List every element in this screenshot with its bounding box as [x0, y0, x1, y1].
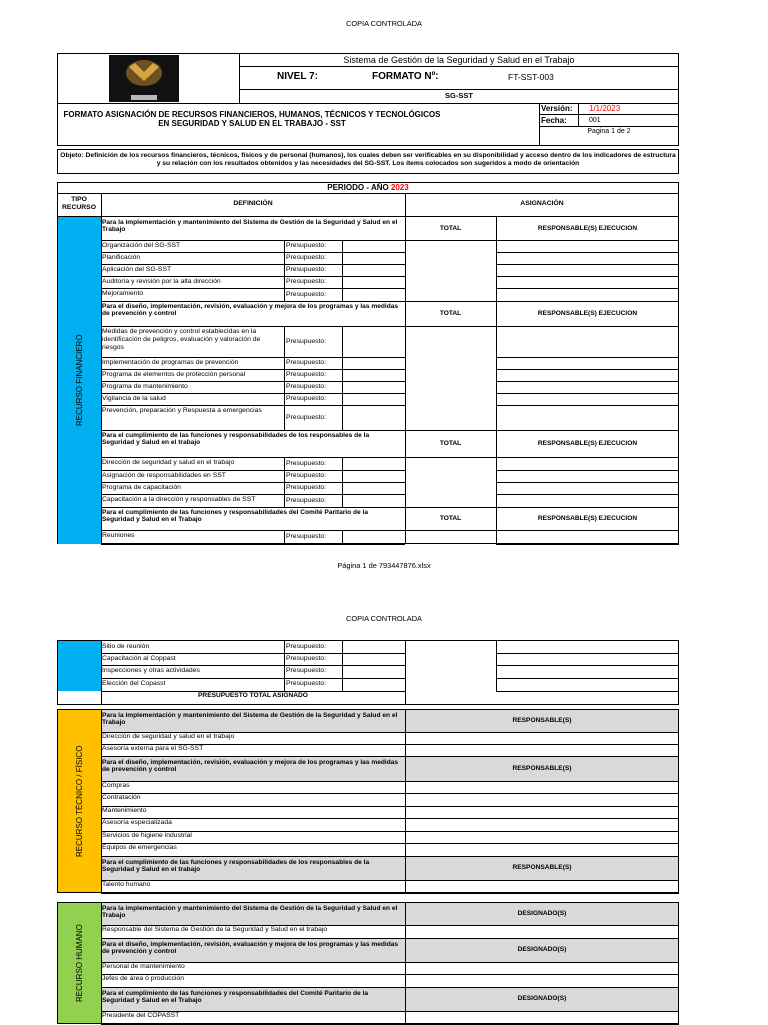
formato-label: FORMATO Nº:	[372, 71, 439, 82]
grid-line	[101, 544, 405, 545]
grid-line	[405, 530, 406, 544]
sgsst-label: SG-SST	[445, 91, 473, 100]
grid-line	[284, 530, 285, 544]
periodo-year: 2023	[390, 183, 409, 192]
version-value: 1/1/2023	[589, 104, 621, 113]
grid-line	[57, 216, 679, 217]
responsable-ejecucion-label: RESPONSABLE(S) EJECUCION	[537, 224, 638, 232]
grid-line	[405, 641, 406, 704]
grid-line	[496, 430, 497, 457]
grid-line	[496, 691, 679, 692]
grid-line	[284, 641, 285, 691]
budget-input[interactable]	[343, 358, 404, 368]
presupuesto-total-asignado: PRESUPUESTO TOTAL ASIGNADO	[198, 692, 308, 699]
presupuesto-label: Presupuesto:	[286, 242, 327, 249]
budget-input[interactable]	[343, 370, 404, 380]
total-label: TOTAL	[439, 514, 462, 522]
grid-line	[284, 326, 285, 430]
item-label: Programa de mantenimiento	[102, 383, 188, 390]
section-header: Para el diseño, implementación, revisión, evaluación y mejora de los programas y las medidas de prevención y control	[102, 303, 399, 318]
page-footer: Página 1 de 793447876.xlsx	[337, 561, 431, 570]
responsable-label: DESIGNADO(S)	[517, 909, 567, 917]
grid-line	[496, 544, 679, 545]
item-label: Reuniones	[102, 532, 135, 539]
budget-input[interactable]	[343, 531, 404, 543]
budget-input[interactable]	[343, 265, 404, 275]
budget-input[interactable]	[343, 327, 404, 356]
item-label: Organización del SG-SST	[102, 242, 181, 249]
budget-input[interactable]	[343, 382, 404, 392]
presupuesto-label: Presupuesto:	[286, 643, 327, 650]
presupuesto-label: Presupuesto:	[286, 278, 327, 285]
presupuesto-label: Presupuesto:	[286, 254, 327, 261]
nivel-label: NIVEL 7:	[277, 71, 318, 82]
grid-line	[405, 756, 406, 781]
grid-line	[496, 288, 679, 289]
item-label: Inspecciones y otras actividades	[102, 667, 200, 674]
column-definicion: DEFINICIÓN	[233, 200, 273, 207]
item-label: Medidas de prevención y control establecidas en la identificación de peligros, evaluación y valoración de riesgos	[102, 328, 261, 351]
presupuesto-label: Presupuesto:	[286, 667, 327, 674]
responsable-label: DESIGNADO(S)	[517, 995, 567, 1002]
grid-line	[496, 665, 679, 666]
item-label: Jefes de área ó producción	[102, 975, 184, 982]
grid-line	[496, 301, 497, 326]
item-label: Planificación	[102, 254, 141, 261]
presupuesto-label: Presupuesto:	[286, 680, 327, 687]
budget-input[interactable]	[343, 277, 404, 287]
presupuesto-label: Presupuesto:	[286, 655, 327, 662]
fecha-value: 001	[589, 117, 601, 124]
financial-resource-label: RECURSO FINANCIERO	[75, 334, 84, 427]
section-header: Para la implementación y mantenimiento del Sistema de Gestión de la Seguridad y Salud en el Trabajo	[102, 712, 398, 727]
item-label: Elección del Copasst	[102, 680, 166, 687]
grid-line	[342, 641, 343, 691]
column-tipo-recurso: TIPO RECURSO	[62, 196, 96, 211]
grid-line	[496, 470, 679, 471]
grid-line	[496, 326, 497, 430]
grid-line	[101, 756, 679, 757]
grid-line	[101, 301, 679, 302]
item-label: Asesoría especializada	[102, 819, 172, 826]
grid-line	[405, 240, 406, 301]
periodo-label: PERIODO - AÑO	[327, 183, 391, 192]
technical-resource-band-label: RECURSO TÉCNICO / FÍSICO	[75, 745, 84, 857]
grid-line	[101, 678, 405, 679]
presupuesto-label: Presupuesto:	[286, 266, 327, 273]
grid-line	[405, 301, 406, 326]
grid-line	[496, 405, 679, 406]
grid-line	[405, 856, 406, 880]
human-resource-band-label: RECURSO HUMANO	[75, 924, 84, 1002]
grid-line	[496, 240, 497, 301]
grid-line	[405, 902, 406, 925]
grid-line	[496, 276, 679, 277]
grid-line	[101, 665, 405, 666]
budget-input[interactable]	[343, 241, 404, 251]
version-label: Versión:	[541, 104, 573, 113]
section-header: Para el cumplimiento de las funciones y responsabilidades de los responsables de la Seguridad y Salud en el trabajo	[102, 432, 370, 447]
grid-line	[405, 709, 406, 732]
budget-input[interactable]	[343, 495, 404, 506]
grid-line	[496, 357, 679, 358]
grid-line	[405, 326, 406, 430]
section-header: Para la implementación y mantenimiento del Sistema de Gestión de la Seguridad y Salud en el Trabajo	[102, 219, 398, 234]
item-label: Aplicación del SG-SST	[102, 266, 172, 273]
section-header: Para el cumplimiento de las funciones y responsabilidades del Comité Paritario de la Seguridad y Salud en el Trabajo	[102, 509, 369, 524]
responsable-label: RESPONSABLE(S)	[512, 764, 572, 772]
item-label: Asignación de responsabilidades en SST	[102, 472, 226, 479]
budget-input[interactable]	[343, 406, 404, 429]
grid-line	[496, 641, 497, 691]
formato-code: FT-SST-003	[508, 72, 554, 82]
section-header: Para el cumplimiento de las funciones y responsabilidades de los responsables de la Seguridad y Salud en el trabajo	[102, 859, 370, 874]
grid-line	[101, 430, 679, 431]
item-label: Auditoría y revisión por la alta dirección	[102, 278, 221, 285]
controlled-copy-label-page2: COPIA CONTROLADA	[346, 614, 422, 623]
responsable-label: RESPONSABLE(S)	[512, 716, 572, 724]
presupuesto-label: Presupuesto:	[286, 496, 327, 504]
section-header: Para el diseño, implementación, revisión, evaluación y mejora de los programas y las medidas de prevención y control	[102, 941, 399, 956]
grid-line	[101, 507, 679, 508]
grid-line	[496, 494, 679, 495]
grid-line	[284, 240, 285, 301]
presupuesto-label: Presupuesto:	[286, 472, 327, 479]
item-label: Dirección de seguridad y salud en el trabajo	[102, 459, 235, 466]
company-logo	[109, 55, 179, 102]
grid-line	[57, 193, 679, 194]
presupuesto-label: Presupuesto:	[286, 337, 327, 345]
item-label: Equipos de emergencias	[102, 844, 177, 851]
grid-line	[101, 856, 679, 857]
presupuesto-label: Presupuesto:	[286, 290, 327, 298]
item-label: Personal de mantenimiento	[102, 963, 185, 970]
grid-line	[405, 507, 406, 530]
item-label: Prevención, preparación y Respuesta a emergencias	[102, 407, 262, 414]
grid-line	[405, 193, 406, 217]
item-label: Asesoría externa para el SG-SST	[102, 745, 204, 752]
grid-line	[496, 369, 679, 370]
grid-line	[496, 507, 497, 530]
controlled-copy-label: COPIA CONTROLADA	[346, 19, 422, 28]
presupuesto-label: Presupuesto:	[286, 383, 327, 390]
budget-input[interactable]	[343, 458, 404, 469]
grid-line	[101, 653, 405, 654]
responsable-ejecucion-label: RESPONSABLE(S) EJECUCION	[537, 309, 638, 317]
periodo-row	[57, 183, 679, 192]
column-asignacion: ASIGNACIÓN	[520, 200, 564, 207]
grid-line	[405, 938, 406, 962]
responsable-label: DESIGNADO(S)	[517, 946, 567, 953]
objective-text: Objeto: Definición de los recursos financieros, técnicos, físicos y de personal (humanos), los cuales deben ser verificables en su disponibilidad y acceso dentro de los indicadores de estructura y su relación con los resultados obtenidos y las necesidades del SG-SST. Los ítems colocados son sugeridos a modo de orientación	[60, 152, 676, 167]
total-label: TOTAL	[439, 309, 462, 317]
grid-line	[405, 217, 406, 240]
total-label: TOTAL	[439, 224, 462, 232]
section-header: Para el cumplimiento de las funciones y responsabilidades del Comité Paritario de la Seguridad y Salud en el Trabajo	[102, 990, 369, 1005]
presupuesto-label: Presupuesto:	[286, 459, 327, 467]
grid-line	[57, 704, 679, 705]
grid-line	[496, 264, 679, 265]
grid-line	[405, 457, 406, 507]
item-label: Mejoramiento	[102, 290, 144, 297]
grid-line	[496, 653, 679, 654]
grid-line	[101, 893, 679, 894]
responsable-ejecucion-label: RESPONSABLE(S) EJECUCION	[537, 514, 638, 522]
grid-line	[405, 430, 406, 457]
presupuesto-label: Presupuesto:	[286, 484, 327, 491]
document-title: FORMATO ASIGNACIÓN DE RECURSOS FINANCIEROS, HUMANOS, TÉCNICOS Y TECNOLÓGICOS EN SEGURIDAD Y SALUD EN EL TRABAJO - SST	[63, 110, 441, 128]
responsable-label: RESPONSABLE(S)	[512, 864, 572, 871]
item-label: Responsable del Sistema de Gestión de la Seguridad y Salud en el trabajo	[102, 926, 328, 933]
grid-line	[496, 252, 679, 253]
item-label: Presidente del COPASST	[102, 1012, 180, 1019]
item-label: Compras	[102, 782, 130, 789]
grid-line	[101, 987, 679, 988]
presupuesto-label: Presupuesto:	[286, 395, 327, 402]
page-number: Pagina 1 de 2	[587, 128, 631, 135]
item-label: Vigilancia de la salud	[102, 395, 166, 402]
item-label: Talento humano	[102, 881, 151, 888]
item-label: Programa de capacitación	[102, 484, 181, 491]
item-label: Sitio de reunión	[102, 643, 150, 650]
presupuesto-label: Presupuesto:	[286, 533, 327, 540]
item-label: Contratación	[102, 794, 141, 801]
budget-input[interactable]	[343, 483, 404, 493]
total-label: TOTAL	[439, 439, 462, 447]
presupuesto-label: Presupuesto:	[286, 359, 327, 366]
item-label: Capacitación a la dirección y responsables de SST	[102, 496, 256, 503]
item-label: Mantenimiento	[102, 807, 147, 814]
presupuesto-label: Presupuesto:	[286, 371, 327, 378]
budget-input[interactable]	[343, 394, 404, 404]
grid-line	[101, 938, 679, 939]
system-title: Sistema de Gestión de la Seguridad y Salud en el Trabajo	[343, 55, 575, 65]
item-label: Servicios de higiene industrial	[102, 832, 192, 839]
budget-input[interactable]	[343, 471, 404, 481]
grid-line	[405, 987, 406, 1011]
section-header: Para la implementación y mantenimiento del Sistema de Gestión de la Seguridad y Salud en el Trabajo	[102, 905, 398, 920]
presupuesto-label: Presupuesto:	[286, 413, 327, 421]
grid-line	[496, 393, 679, 394]
section-header: Para el diseño, implementación, revisión, evaluación y mejora de los programas y las medidas de prevención y control	[102, 759, 399, 774]
grid-line	[496, 530, 497, 544]
logo-emblem-icon	[109, 55, 179, 102]
grid-line	[496, 381, 679, 382]
fecha-label: Fecha:	[541, 116, 567, 125]
grid-line	[496, 482, 679, 483]
item-label: Implementación de programas de prevención	[102, 359, 239, 366]
budget-input[interactable]	[343, 289, 404, 300]
grid-line	[496, 678, 679, 679]
responsable-ejecucion-label: RESPONSABLE(S) EJECUCION	[537, 439, 638, 447]
item-label: Dirección de seguridad y salud en el trabajo	[102, 733, 235, 740]
budget-input[interactable]	[343, 253, 404, 263]
item-label: Capacitación al Coppast	[102, 655, 176, 662]
item-label: Programa de elementos de protección personal	[102, 371, 246, 378]
grid-line	[496, 217, 497, 240]
